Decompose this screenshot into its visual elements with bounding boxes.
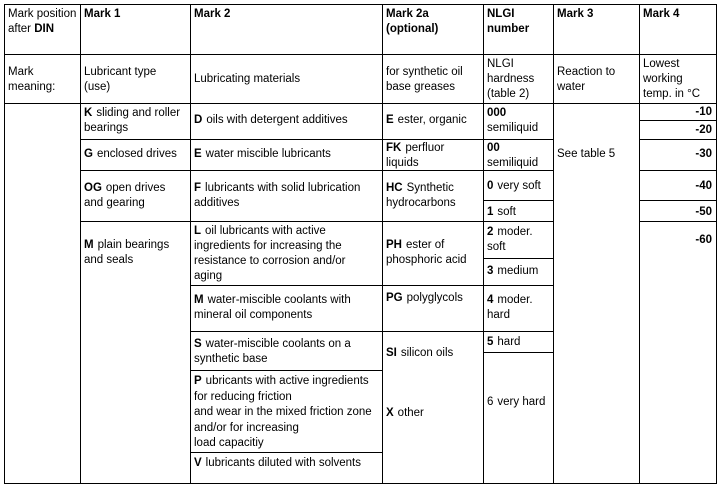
nlgi-item: 2 moder. soft <box>487 226 533 253</box>
mark2a-item: SI silicon oils <box>386 347 454 359</box>
nlgi-item: 4 moder. hard <box>487 294 533 321</box>
meaning-mark3: Reaction to water <box>557 66 616 93</box>
mark4-temp: -10 <box>695 106 712 118</box>
meaning-nlgi: NLGI hardness (table 2) <box>487 58 535 100</box>
nlgi-item: 6 very hard <box>487 396 546 408</box>
mark3-text: See table 5 <box>557 148 616 160</box>
meaning-mark1: Lubricant type (use) <box>84 66 157 93</box>
nlgi-item: 0 very soft <box>487 180 541 192</box>
mark4-temp: -50 <box>695 206 712 218</box>
header-mark2a: Mark 2a (optional) <box>386 8 439 35</box>
header-mark3: Mark 3 <box>557 8 594 20</box>
nlgi-item: 3 medium <box>487 265 539 277</box>
meaning-mark2a: for synthetic oil base greases <box>386 66 463 93</box>
header-mark1: Mark 1 <box>84 8 121 20</box>
mark2a-item: E ester, organic <box>386 114 467 126</box>
mark1-item: M plain bearings and seals <box>84 239 170 266</box>
mark2-item: L oil lubricants with active ingredients for increasing the resistance to corrosion and/or aging <box>194 225 346 282</box>
header-mark4: Mark 4 <box>643 8 680 20</box>
meaning-label: Mark meaning: <box>8 66 56 93</box>
mark2-item: D oils with detergent additives <box>194 114 348 126</box>
mark2-item: V lubricants diluted with solvents <box>194 457 362 469</box>
mark2a-item: PH ester of phosphoric acid <box>386 239 467 266</box>
mark2-item: E water miscible lubricants <box>194 148 331 160</box>
meaning-mark4: Lowest working temp. in °C <box>643 58 701 100</box>
header-mark2: Mark 2 <box>194 8 231 20</box>
mark4-temp: -30 <box>695 148 712 160</box>
mark2-item: P ubricants with active ingredients for reducing friction and wear in the mixed friction zone and/or for increasing load capacitiy <box>194 375 372 449</box>
nlgi-item: 5 hard <box>487 336 521 348</box>
nlgi-item: 000 semiliquid <box>487 107 539 134</box>
mark2-item: S water-miscible coolants on a synthetic base <box>194 338 351 365</box>
mark2a-item: X other <box>386 407 424 419</box>
header-nlgi: NLGI number <box>487 8 530 35</box>
mark4-temp: -40 <box>695 180 712 192</box>
mark4-temp: -60 <box>695 234 712 246</box>
header-mark-position: Mark position after DIN <box>8 8 77 35</box>
mark2a-item: PG polyglycols <box>386 292 463 304</box>
nlgi-item: 1 soft <box>487 206 516 218</box>
nlgi-item: 00 semiliquid <box>487 142 539 169</box>
mark1-item: K sliding and roller bearings <box>84 107 181 134</box>
mark1-item: OG open drives and gearing <box>84 182 166 209</box>
mark2-item: F lubricants with solid lubrication additives <box>194 182 361 209</box>
mark2a-item: HC Synthetic hydrocarbons <box>386 182 456 209</box>
mark2a-item: FK perfluor liquids <box>386 142 445 169</box>
mark2-item: M water-miscible coolants with mineral oil components <box>194 294 351 321</box>
mark1-item: G enclosed drives <box>84 148 177 160</box>
meaning-mark2: Lubricating materials <box>194 73 301 85</box>
mark4-temp: -20 <box>695 124 712 136</box>
